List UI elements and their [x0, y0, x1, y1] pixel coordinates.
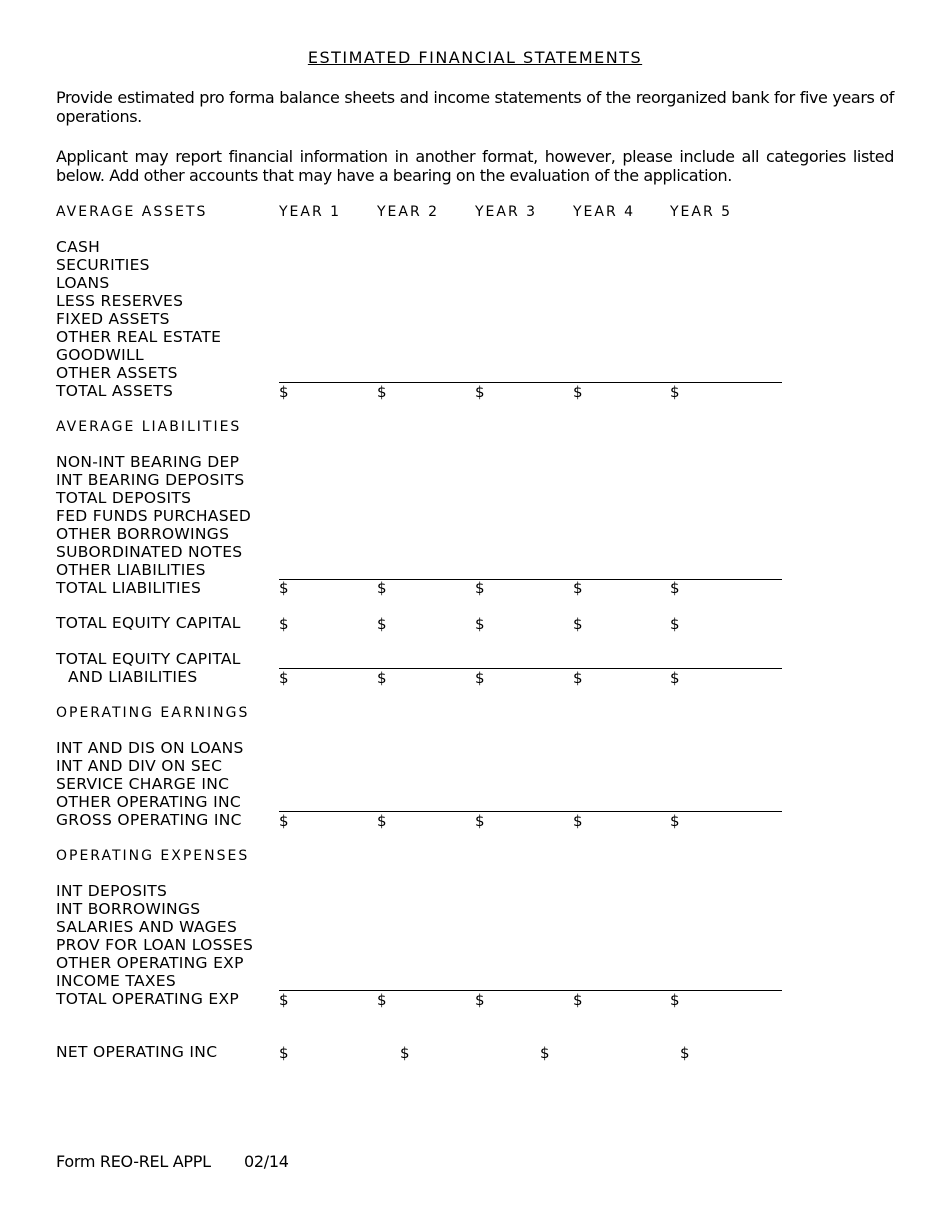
form-number: Form REO-REL APPL — [56, 1152, 211, 1171]
column-header-year-5: YEAR 5 — [670, 204, 733, 220]
assets-item: CASH — [56, 238, 101, 256]
gross-operating-inc-label: GROSS OPERATING INC — [56, 811, 242, 829]
intro-paragraph-2: Applicant may report financial information in another format, however, please include all categories listed below. Add other accounts that may have a bearing on the evaluation of the application. — [56, 147, 894, 185]
earnings-item: INT AND DIV ON SEC — [56, 757, 223, 775]
net-operating-inc-amount-year-2[interactable]: $ — [400, 1044, 410, 1062]
form-date: 02/14 — [244, 1152, 289, 1171]
assets-item: FIXED ASSETS — [56, 310, 170, 328]
total-equity-amount-year-1[interactable]: $ — [279, 615, 289, 633]
total-equity-amount-year-3[interactable]: $ — [475, 615, 485, 633]
total-liabilities-amount-year-2[interactable]: $ — [377, 579, 387, 597]
liabilities-item: INT BEARING DEPOSITS — [56, 471, 245, 489]
assets-item: LOANS — [56, 274, 110, 292]
column-header-year-3: YEAR 3 — [475, 204, 538, 220]
total-equity-liabilities-amount-year-3[interactable]: $ — [475, 669, 485, 687]
total-operating-exp-amount-year-4[interactable]: $ — [573, 991, 583, 1009]
total-assets-amount-year-2[interactable]: $ — [377, 383, 387, 401]
total-equity-liabilities-amount-year-5[interactable]: $ — [670, 669, 680, 687]
liabilities-item: SUBORDINATED NOTES — [56, 543, 243, 561]
total-equity-liabilities-label: TOTAL EQUITY CAPITAL — [56, 650, 241, 668]
gross-operating-inc-rule — [279, 811, 782, 812]
total-operating-exp-amount-year-3[interactable]: $ — [475, 991, 485, 1009]
gross-operating-inc-amount-year-4[interactable]: $ — [573, 812, 583, 830]
liabilities-heading: AVERAGE LIABILITIES — [56, 419, 242, 435]
assets-item: LESS RESERVES — [56, 292, 184, 310]
net-operating-inc-label: NET OPERATING INC — [56, 1043, 218, 1061]
total-liabilities-rule — [279, 579, 782, 580]
gross-operating-inc-amount-year-1[interactable]: $ — [279, 812, 289, 830]
earnings-item: OTHER OPERATING INC — [56, 793, 241, 811]
earnings-heading: OPERATING EARNINGS — [56, 705, 250, 721]
total-assets-amount-year-5[interactable]: $ — [670, 383, 680, 401]
net-operating-inc-amount-year-1[interactable]: $ — [279, 1044, 289, 1062]
expenses-item: INT BORROWINGS — [56, 900, 201, 918]
total-equity-liabilities-amount-year-1[interactable]: $ — [279, 669, 289, 687]
total-equity-amount-year-4[interactable]: $ — [573, 615, 583, 633]
column-header-year-4: YEAR 4 — [573, 204, 636, 220]
total-equity-amount-year-5[interactable]: $ — [670, 615, 680, 633]
assets-item: GOODWILL — [56, 346, 144, 364]
expenses-heading: OPERATING EXPENSES — [56, 848, 250, 864]
earnings-item: INT AND DIS ON LOANS — [56, 739, 244, 757]
liabilities-item: FED FUNDS PURCHASED — [56, 507, 252, 525]
total-liabilities-amount-year-1[interactable]: $ — [279, 579, 289, 597]
gross-operating-inc-amount-year-2[interactable]: $ — [377, 812, 387, 830]
total-assets-label: TOTAL ASSETS — [56, 382, 174, 400]
total-assets-amount-year-4[interactable]: $ — [573, 383, 583, 401]
total-operating-exp-rule — [279, 990, 782, 991]
column-header-year-2: YEAR 2 — [377, 204, 440, 220]
net-operating-inc-amount-year-4[interactable]: $ — [680, 1044, 690, 1062]
intro-paragraph-1: Provide estimated pro forma balance sheets and income statements of the reorganized bank for five years of operations. — [56, 88, 894, 126]
gross-operating-inc-amount-year-5[interactable]: $ — [670, 812, 680, 830]
total-operating-exp-amount-year-5[interactable]: $ — [670, 991, 680, 1009]
assets-item: SECURITIES — [56, 256, 150, 274]
total-liabilities-label: TOTAL LIABILITIES — [56, 579, 202, 597]
total-liabilities-amount-year-4[interactable]: $ — [573, 579, 583, 597]
liabilities-item: OTHER LIABILITIES — [56, 561, 206, 579]
total-equity-liabilities-amount-year-2[interactable]: $ — [377, 669, 387, 687]
expenses-item: INT DEPOSITS — [56, 882, 168, 900]
earnings-item: SERVICE CHARGE INC — [56, 775, 230, 793]
total-liabilities-amount-year-3[interactable]: $ — [475, 579, 485, 597]
liabilities-item: OTHER BORROWINGS — [56, 525, 230, 543]
liabilities-item: NON-INT BEARING DEP — [56, 453, 240, 471]
total-operating-exp-label: TOTAL OPERATING EXP — [56, 990, 240, 1008]
total-equity-liabilities-amount-year-4[interactable]: $ — [573, 669, 583, 687]
expenses-item: SALARIES AND WAGES — [56, 918, 238, 936]
expenses-item: PROV FOR LOAN LOSSES — [56, 936, 254, 954]
total-assets-amount-year-3[interactable]: $ — [475, 383, 485, 401]
net-operating-inc-amount-year-3[interactable]: $ — [540, 1044, 550, 1062]
expenses-item: OTHER OPERATING EXP — [56, 954, 244, 972]
document-title: ESTIMATED FINANCIAL STATEMENTS — [307, 48, 643, 67]
total-assets-rule — [279, 382, 782, 383]
total-assets-amount-year-1[interactable]: $ — [279, 383, 289, 401]
assets-heading: AVERAGE ASSETS — [56, 204, 208, 220]
gross-operating-inc-amount-year-3[interactable]: $ — [475, 812, 485, 830]
total-equity-label: TOTAL EQUITY CAPITAL — [56, 614, 241, 632]
expenses-item: INCOME TAXES — [56, 972, 177, 990]
total-operating-exp-amount-year-2[interactable]: $ — [377, 991, 387, 1009]
liabilities-item: TOTAL DEPOSITS — [56, 489, 192, 507]
total-equity-liabilities-label-line2: AND LIABILITIES — [68, 668, 198, 686]
column-header-year-1: YEAR 1 — [279, 204, 342, 220]
total-operating-exp-amount-year-1[interactable]: $ — [279, 991, 289, 1009]
total-equity-liabilities-rule — [279, 668, 782, 669]
total-liabilities-amount-year-5[interactable]: $ — [670, 579, 680, 597]
assets-item: OTHER ASSETS — [56, 364, 178, 382]
assets-item: OTHER REAL ESTATE — [56, 328, 222, 346]
total-equity-amount-year-2[interactable]: $ — [377, 615, 387, 633]
